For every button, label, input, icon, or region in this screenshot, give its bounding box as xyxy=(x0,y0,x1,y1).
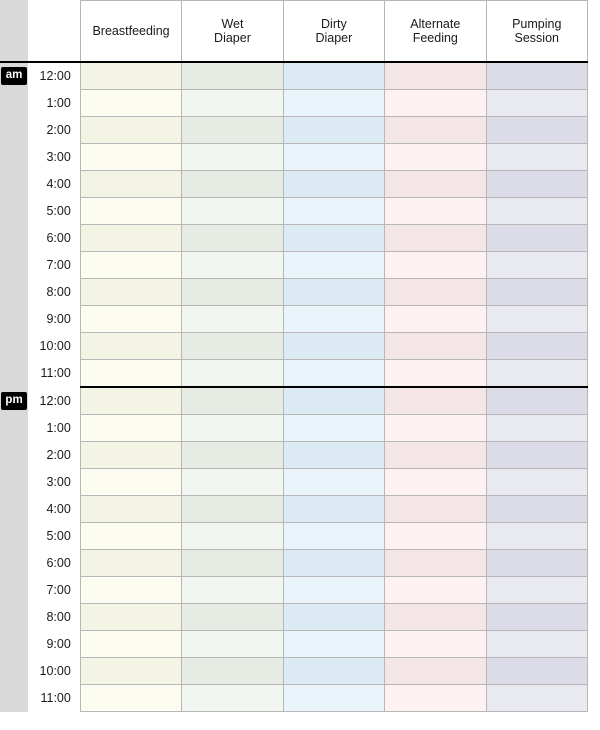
log-cell-pumping-session[interactable] xyxy=(486,252,587,279)
log-cell-pumping-session[interactable] xyxy=(486,415,587,442)
period-cell xyxy=(0,117,28,144)
time-label: 1:00 xyxy=(28,415,80,442)
period-badge-am: am xyxy=(1,67,27,85)
log-cell-pumping-session[interactable] xyxy=(486,225,587,252)
column-header-breastfeeding xyxy=(80,1,181,63)
table-row xyxy=(0,415,588,442)
log-cell-wet-diaper[interactable] xyxy=(182,117,283,144)
log-cell-alternate-feeding[interactable] xyxy=(385,469,486,496)
time-label: 7:00 xyxy=(28,577,80,604)
log-cell-pumping-session[interactable] xyxy=(486,117,587,144)
header-corner-period xyxy=(0,1,28,63)
log-cell-breastfeeding[interactable] xyxy=(80,333,181,360)
column-header-pumping-session-line1: Pumping xyxy=(512,17,562,31)
log-cell-breastfeeding[interactable] xyxy=(80,469,181,496)
time-label: 6:00 xyxy=(28,225,80,252)
log-cell-breastfeeding[interactable] xyxy=(80,198,181,225)
period-cell xyxy=(0,62,28,90)
period-cell xyxy=(0,333,28,360)
table-row xyxy=(0,577,588,604)
log-cell-pumping-session[interactable] xyxy=(486,171,587,198)
log-cell-dirty-diaper[interactable] xyxy=(283,90,384,117)
log-cell-alternate-feeding[interactable] xyxy=(385,198,486,225)
table-row xyxy=(0,496,588,523)
period-cell xyxy=(0,198,28,225)
log-cell-wet-diaper[interactable] xyxy=(182,198,283,225)
period-cell xyxy=(0,279,28,306)
log-cell-breastfeeding[interactable] xyxy=(80,117,181,144)
period-badge-pm: pm xyxy=(1,392,27,410)
log-cell-dirty-diaper[interactable] xyxy=(283,496,384,523)
period-cell xyxy=(0,658,28,685)
table-row xyxy=(0,550,588,577)
log-cell-alternate-feeding[interactable] xyxy=(385,144,486,171)
log-cell-dirty-diaper[interactable] xyxy=(283,144,384,171)
time-label: 11:00 xyxy=(28,685,80,712)
period-cell xyxy=(0,604,28,631)
column-header-wet-diaper xyxy=(182,1,283,63)
log-cell-dirty-diaper[interactable] xyxy=(283,523,384,550)
log-cell-dirty-diaper[interactable] xyxy=(283,62,384,90)
log-cell-pumping-session[interactable] xyxy=(486,90,587,117)
time-label: 6:00 xyxy=(28,550,80,577)
log-cell-dirty-diaper[interactable] xyxy=(283,631,384,658)
time-label: 8:00 xyxy=(28,279,80,306)
period-cell xyxy=(0,306,28,333)
log-cell-wet-diaper[interactable] xyxy=(182,577,283,604)
log-cell-breastfeeding[interactable] xyxy=(80,279,181,306)
period-cell xyxy=(0,496,28,523)
log-cell-alternate-feeding[interactable] xyxy=(385,306,486,333)
log-cell-wet-diaper[interactable] xyxy=(182,469,283,496)
log-cell-dirty-diaper[interactable] xyxy=(283,469,384,496)
log-cell-pumping-session[interactable] xyxy=(486,144,587,171)
log-cell-wet-diaper[interactable] xyxy=(182,604,283,631)
column-header-pumping-session-line2: Session xyxy=(514,31,559,45)
time-label: 4:00 xyxy=(28,171,80,198)
table-header xyxy=(0,1,588,63)
header-corner-time xyxy=(28,1,80,63)
log-cell-wet-diaper[interactable] xyxy=(182,333,283,360)
log-cell-pumping-session[interactable] xyxy=(486,685,587,712)
time-label: 11:00 xyxy=(28,360,80,388)
log-cell-pumping-session[interactable] xyxy=(486,658,587,685)
log-cell-alternate-feeding[interactable] xyxy=(385,90,486,117)
log-cell-breastfeeding[interactable] xyxy=(80,306,181,333)
log-cell-wet-diaper[interactable] xyxy=(182,658,283,685)
table-row xyxy=(0,604,588,631)
log-cell-wet-diaper[interactable] xyxy=(182,279,283,306)
log-cell-breastfeeding[interactable] xyxy=(80,550,181,577)
table-row xyxy=(0,360,588,388)
period-cell xyxy=(0,469,28,496)
log-cell-breastfeeding[interactable] xyxy=(80,144,181,171)
period-cell xyxy=(0,523,28,550)
table-row xyxy=(0,387,588,415)
time-label: 2:00 xyxy=(28,442,80,469)
log-cell-breastfeeding[interactable] xyxy=(80,62,181,90)
table-row xyxy=(0,442,588,469)
table-row xyxy=(0,279,588,306)
log-cell-breastfeeding[interactable] xyxy=(80,658,181,685)
log-cell-alternate-feeding[interactable] xyxy=(385,279,486,306)
time-label: 5:00 xyxy=(28,198,80,225)
table-row xyxy=(0,198,588,225)
log-cell-pumping-session[interactable] xyxy=(486,550,587,577)
time-label: 4:00 xyxy=(28,496,80,523)
log-cell-breastfeeding[interactable] xyxy=(80,415,181,442)
table-row xyxy=(0,685,588,712)
time-label: 12:00 xyxy=(28,387,80,415)
log-cell-breastfeeding[interactable] xyxy=(80,252,181,279)
table-row xyxy=(0,62,588,90)
log-cell-breastfeeding[interactable] xyxy=(80,496,181,523)
log-cell-wet-diaper[interactable] xyxy=(182,144,283,171)
log-cell-pumping-session[interactable] xyxy=(486,631,587,658)
time-label: 9:00 xyxy=(28,306,80,333)
period-cell xyxy=(0,225,28,252)
log-cell-alternate-feeding[interactable] xyxy=(385,685,486,712)
log-cell-wet-diaper[interactable] xyxy=(182,415,283,442)
table-row xyxy=(0,658,588,685)
log-cell-wet-diaper[interactable] xyxy=(182,631,283,658)
log-cell-alternate-feeding[interactable] xyxy=(385,387,486,415)
time-label: 5:00 xyxy=(28,523,80,550)
log-cell-pumping-session[interactable] xyxy=(486,523,587,550)
table-row xyxy=(0,306,588,333)
log-cell-wet-diaper[interactable] xyxy=(182,62,283,90)
log-cell-alternate-feeding[interactable] xyxy=(385,496,486,523)
log-cell-wet-diaper[interactable] xyxy=(182,496,283,523)
time-label: 2:00 xyxy=(28,117,80,144)
log-cell-pumping-session[interactable] xyxy=(486,279,587,306)
log-cell-alternate-feeding[interactable] xyxy=(385,62,486,90)
log-cell-breastfeeding[interactable] xyxy=(80,90,181,117)
log-cell-wet-diaper[interactable] xyxy=(182,442,283,469)
table-row xyxy=(0,225,588,252)
period-cell xyxy=(0,387,28,415)
time-label: 10:00 xyxy=(28,333,80,360)
time-label: 10:00 xyxy=(28,658,80,685)
table-row xyxy=(0,90,588,117)
log-cell-wet-diaper[interactable] xyxy=(182,550,283,577)
log-cell-wet-diaper[interactable] xyxy=(182,225,283,252)
table-row xyxy=(0,631,588,658)
log-cell-pumping-session[interactable] xyxy=(486,387,587,415)
log-cell-dirty-diaper[interactable] xyxy=(283,387,384,415)
log-cell-pumping-session[interactable] xyxy=(486,442,587,469)
period-cell xyxy=(0,360,28,388)
header-row xyxy=(0,1,588,63)
log-cell-dirty-diaper[interactable] xyxy=(283,685,384,712)
log-cell-alternate-feeding[interactable] xyxy=(385,442,486,469)
period-cell xyxy=(0,171,28,198)
table-row xyxy=(0,171,588,198)
log-cell-breastfeeding[interactable] xyxy=(80,604,181,631)
column-header-alternate-feeding-line1: Alternate xyxy=(410,17,461,31)
time-label: 7:00 xyxy=(28,252,80,279)
log-cell-pumping-session[interactable] xyxy=(486,496,587,523)
period-cell xyxy=(0,685,28,712)
time-label: 1:00 xyxy=(28,90,80,117)
column-header-alternate-feeding xyxy=(385,1,486,63)
table-body xyxy=(0,62,588,712)
log-cell-dirty-diaper[interactable] xyxy=(283,658,384,685)
table-row xyxy=(0,523,588,550)
log-cell-breastfeeding[interactable] xyxy=(80,631,181,658)
log-cell-alternate-feeding[interactable] xyxy=(385,117,486,144)
log-cell-pumping-session[interactable] xyxy=(486,360,587,388)
log-cell-breastfeeding[interactable] xyxy=(80,685,181,712)
column-header-wet-diaper-line1: Wet xyxy=(221,17,244,31)
log-cell-pumping-session[interactable] xyxy=(486,306,587,333)
period-cell xyxy=(0,631,28,658)
log-cell-alternate-feeding[interactable] xyxy=(385,658,486,685)
period-cell xyxy=(0,90,28,117)
log-cell-pumping-session[interactable] xyxy=(486,198,587,225)
log-cell-wet-diaper[interactable] xyxy=(182,523,283,550)
column-header-pumping-session xyxy=(486,1,587,63)
time-label: 3:00 xyxy=(28,144,80,171)
log-cell-dirty-diaper[interactable] xyxy=(283,198,384,225)
log-cell-breastfeeding[interactable] xyxy=(80,577,181,604)
log-cell-pumping-session[interactable] xyxy=(486,469,587,496)
period-cell xyxy=(0,577,28,604)
log-cell-alternate-feeding[interactable] xyxy=(385,523,486,550)
log-cell-dirty-diaper[interactable] xyxy=(283,604,384,631)
log-cell-dirty-diaper[interactable] xyxy=(283,252,384,279)
log-cell-dirty-diaper[interactable] xyxy=(283,333,384,360)
log-cell-alternate-feeding[interactable] xyxy=(385,171,486,198)
period-cell xyxy=(0,144,28,171)
table-row xyxy=(0,469,588,496)
column-header-alternate-feeding-line2: Feeding xyxy=(412,31,458,45)
log-cell-alternate-feeding[interactable] xyxy=(385,415,486,442)
log-cell-wet-diaper[interactable] xyxy=(182,387,283,415)
table-row xyxy=(0,117,588,144)
log-cell-pumping-session[interactable] xyxy=(486,62,587,90)
log-cell-pumping-session[interactable] xyxy=(486,577,587,604)
column-header-dirty-diaper xyxy=(283,1,384,63)
log-cell-alternate-feeding[interactable] xyxy=(385,631,486,658)
log-cell-wet-diaper[interactable] xyxy=(182,252,283,279)
log-cell-dirty-diaper[interactable] xyxy=(283,171,384,198)
log-cell-dirty-diaper[interactable] xyxy=(283,306,384,333)
log-cell-breastfeeding[interactable] xyxy=(80,523,181,550)
log-cell-breastfeeding[interactable] xyxy=(80,225,181,252)
log-cell-dirty-diaper[interactable] xyxy=(283,360,384,388)
log-cell-alternate-feeding[interactable] xyxy=(385,225,486,252)
log-cell-dirty-diaper[interactable] xyxy=(283,442,384,469)
period-cell xyxy=(0,442,28,469)
log-cell-dirty-diaper[interactable] xyxy=(283,577,384,604)
log-cell-wet-diaper[interactable] xyxy=(182,685,283,712)
log-cell-alternate-feeding[interactable] xyxy=(385,604,486,631)
log-cell-breastfeeding[interactable] xyxy=(80,171,181,198)
period-cell xyxy=(0,252,28,279)
time-label: 8:00 xyxy=(28,604,80,631)
log-cell-alternate-feeding[interactable] xyxy=(385,360,486,388)
log-cell-dirty-diaper[interactable] xyxy=(283,279,384,306)
log-cell-dirty-diaper[interactable] xyxy=(283,550,384,577)
table-row xyxy=(0,252,588,279)
log-cell-wet-diaper[interactable] xyxy=(182,306,283,333)
log-cell-dirty-diaper[interactable] xyxy=(283,415,384,442)
period-cell xyxy=(0,550,28,577)
log-cell-breastfeeding[interactable] xyxy=(80,387,181,415)
log-cell-pumping-session[interactable] xyxy=(486,333,587,360)
time-label: 3:00 xyxy=(28,469,80,496)
log-cell-breastfeeding[interactable] xyxy=(80,442,181,469)
table-row xyxy=(0,144,588,171)
log-cell-alternate-feeding[interactable] xyxy=(385,550,486,577)
log-cell-dirty-diaper[interactable] xyxy=(283,117,384,144)
period-cell xyxy=(0,415,28,442)
table-row xyxy=(0,333,588,360)
log-cell-breastfeeding[interactable] xyxy=(80,360,181,388)
log-cell-dirty-diaper[interactable] xyxy=(283,225,384,252)
time-label: 12:00 xyxy=(28,62,80,90)
column-header-breastfeeding-label: Breastfeeding xyxy=(92,24,170,38)
time-label: 9:00 xyxy=(28,631,80,658)
log-cell-alternate-feeding[interactable] xyxy=(385,577,486,604)
column-header-dirty-diaper-line1: Dirty xyxy=(321,17,347,31)
log-cell-wet-diaper[interactable] xyxy=(182,90,283,117)
log-cell-wet-diaper[interactable] xyxy=(182,171,283,198)
log-cell-wet-diaper[interactable] xyxy=(182,360,283,388)
column-header-dirty-diaper-line2: Diaper xyxy=(315,31,353,45)
log-cell-alternate-feeding[interactable] xyxy=(385,333,486,360)
log-cell-pumping-session[interactable] xyxy=(486,604,587,631)
column-header-wet-diaper-line2: Diaper xyxy=(214,31,251,45)
log-cell-alternate-feeding[interactable] xyxy=(385,252,486,279)
